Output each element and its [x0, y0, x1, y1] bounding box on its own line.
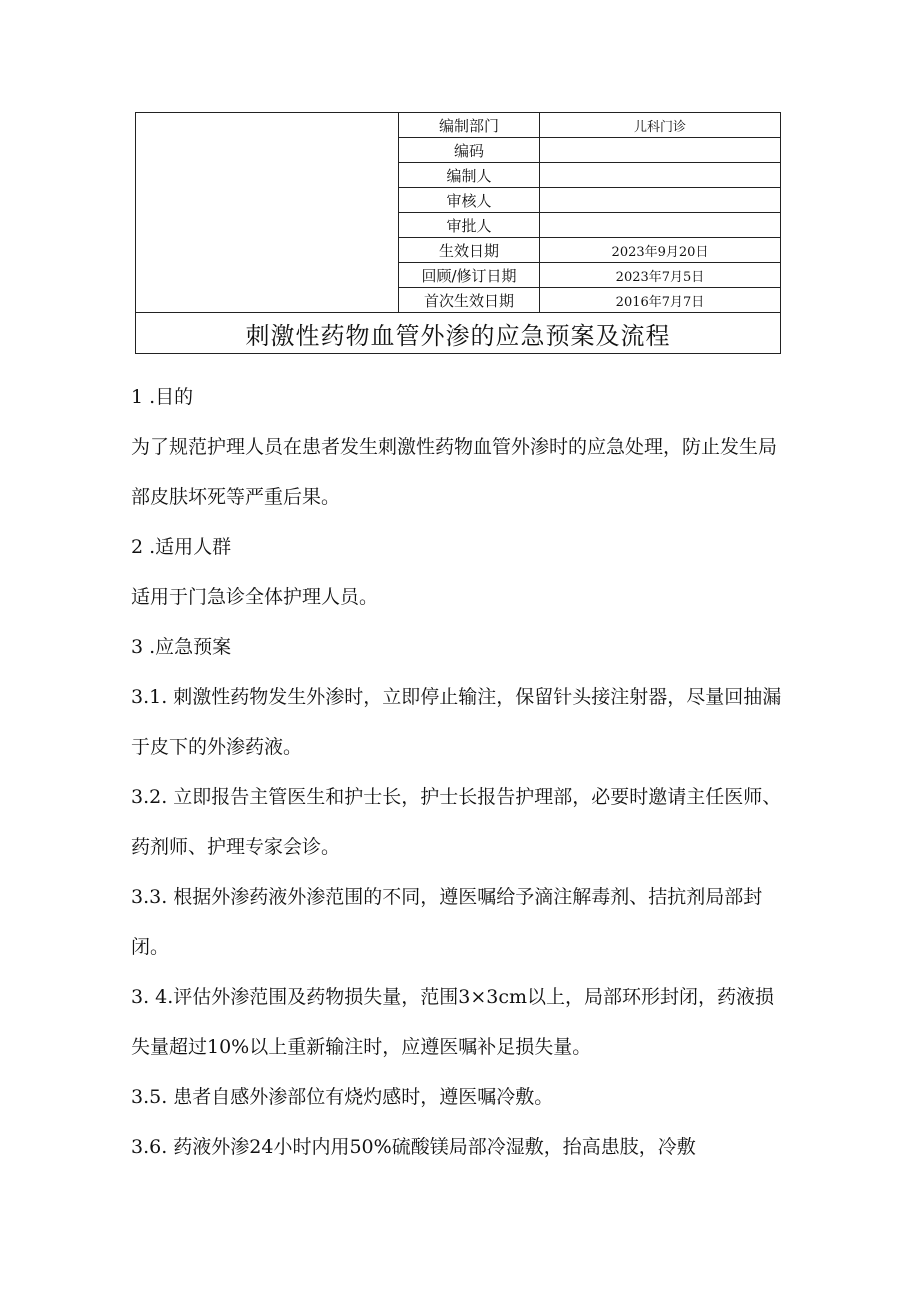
value-code [540, 138, 781, 163]
value-review-date: 2023年7月5日 [540, 263, 781, 288]
value-first-effective-date: 2016年7月7日 [540, 288, 781, 313]
value-author [540, 163, 781, 188]
item-3-4: 3. 4.评估外渗范围及药物损失量，范围3×3cm以上，局部环形封闭，药液损失量超过10%以上重新输注时，应遵医嘱补足损失量。 [131, 986, 775, 1058]
item-3-3: 3.3. 根据外渗药液外渗范围的不同，遵医嘱给予滴注解毒剂、拮抗剂局部封闭。 [131, 886, 763, 958]
logo-area [136, 113, 399, 313]
label-reviewer: 审核人 [399, 188, 540, 213]
item-3-1: 3.1. 刺激性药物发生外渗时，立即停止输注，保留针头接注射器，尽量回抽漏于皮下的外渗药液。 [131, 686, 782, 758]
label-author: 编制人 [399, 163, 540, 188]
document-control-table [135, 112, 781, 354]
item-3-2: 3.2. 立即报告主管医生和护士长，护士长报告护理部，必要时邀请主任医师、药剂师、护理专家会诊。 [131, 786, 782, 858]
value-reviewer [540, 188, 781, 213]
label-effective-date: 生效日期 [399, 238, 540, 263]
value-approver [540, 213, 781, 238]
value-dept: 儿科门诊 [540, 113, 781, 138]
section-1-text: 为了规范护理人员在患者发生刺激性药物血管外渗时的应急处理，防止发生局部皮肤坏死等严重后果。 [131, 436, 778, 508]
section-2-text: 适用于门急诊全体护理人员。 [131, 586, 379, 608]
label-code: 编码 [399, 138, 540, 163]
document-body [131, 372, 791, 1172]
item-3-6: 3.6. 药液外渗24小时内用50%硫酸镁局部冷湿敷，抬高患肢，冷敷 [131, 1136, 696, 1158]
section-3-heading: 3 .应急预案 [131, 636, 232, 658]
document-title: 刺激性药物血管外渗的应急预案及流程 [136, 313, 781, 354]
label-review-date: 回顾/修订日期 [399, 263, 540, 288]
label-approver: 审批人 [399, 213, 540, 238]
value-effective-date: 2023年9月20日 [540, 238, 781, 263]
label-dept: 编制部门 [399, 113, 540, 138]
section-2-heading: 2 .适用人群 [131, 536, 232, 558]
label-first-effective-date: 首次生效日期 [399, 288, 540, 313]
section-1-heading: 1 .目的 [131, 386, 194, 408]
table-row [136, 313, 781, 354]
table-row [136, 113, 781, 138]
item-3-5: 3.5. 患者自感外渗部位有烧灼感时，遵医嘱冷敷。 [131, 1086, 554, 1108]
